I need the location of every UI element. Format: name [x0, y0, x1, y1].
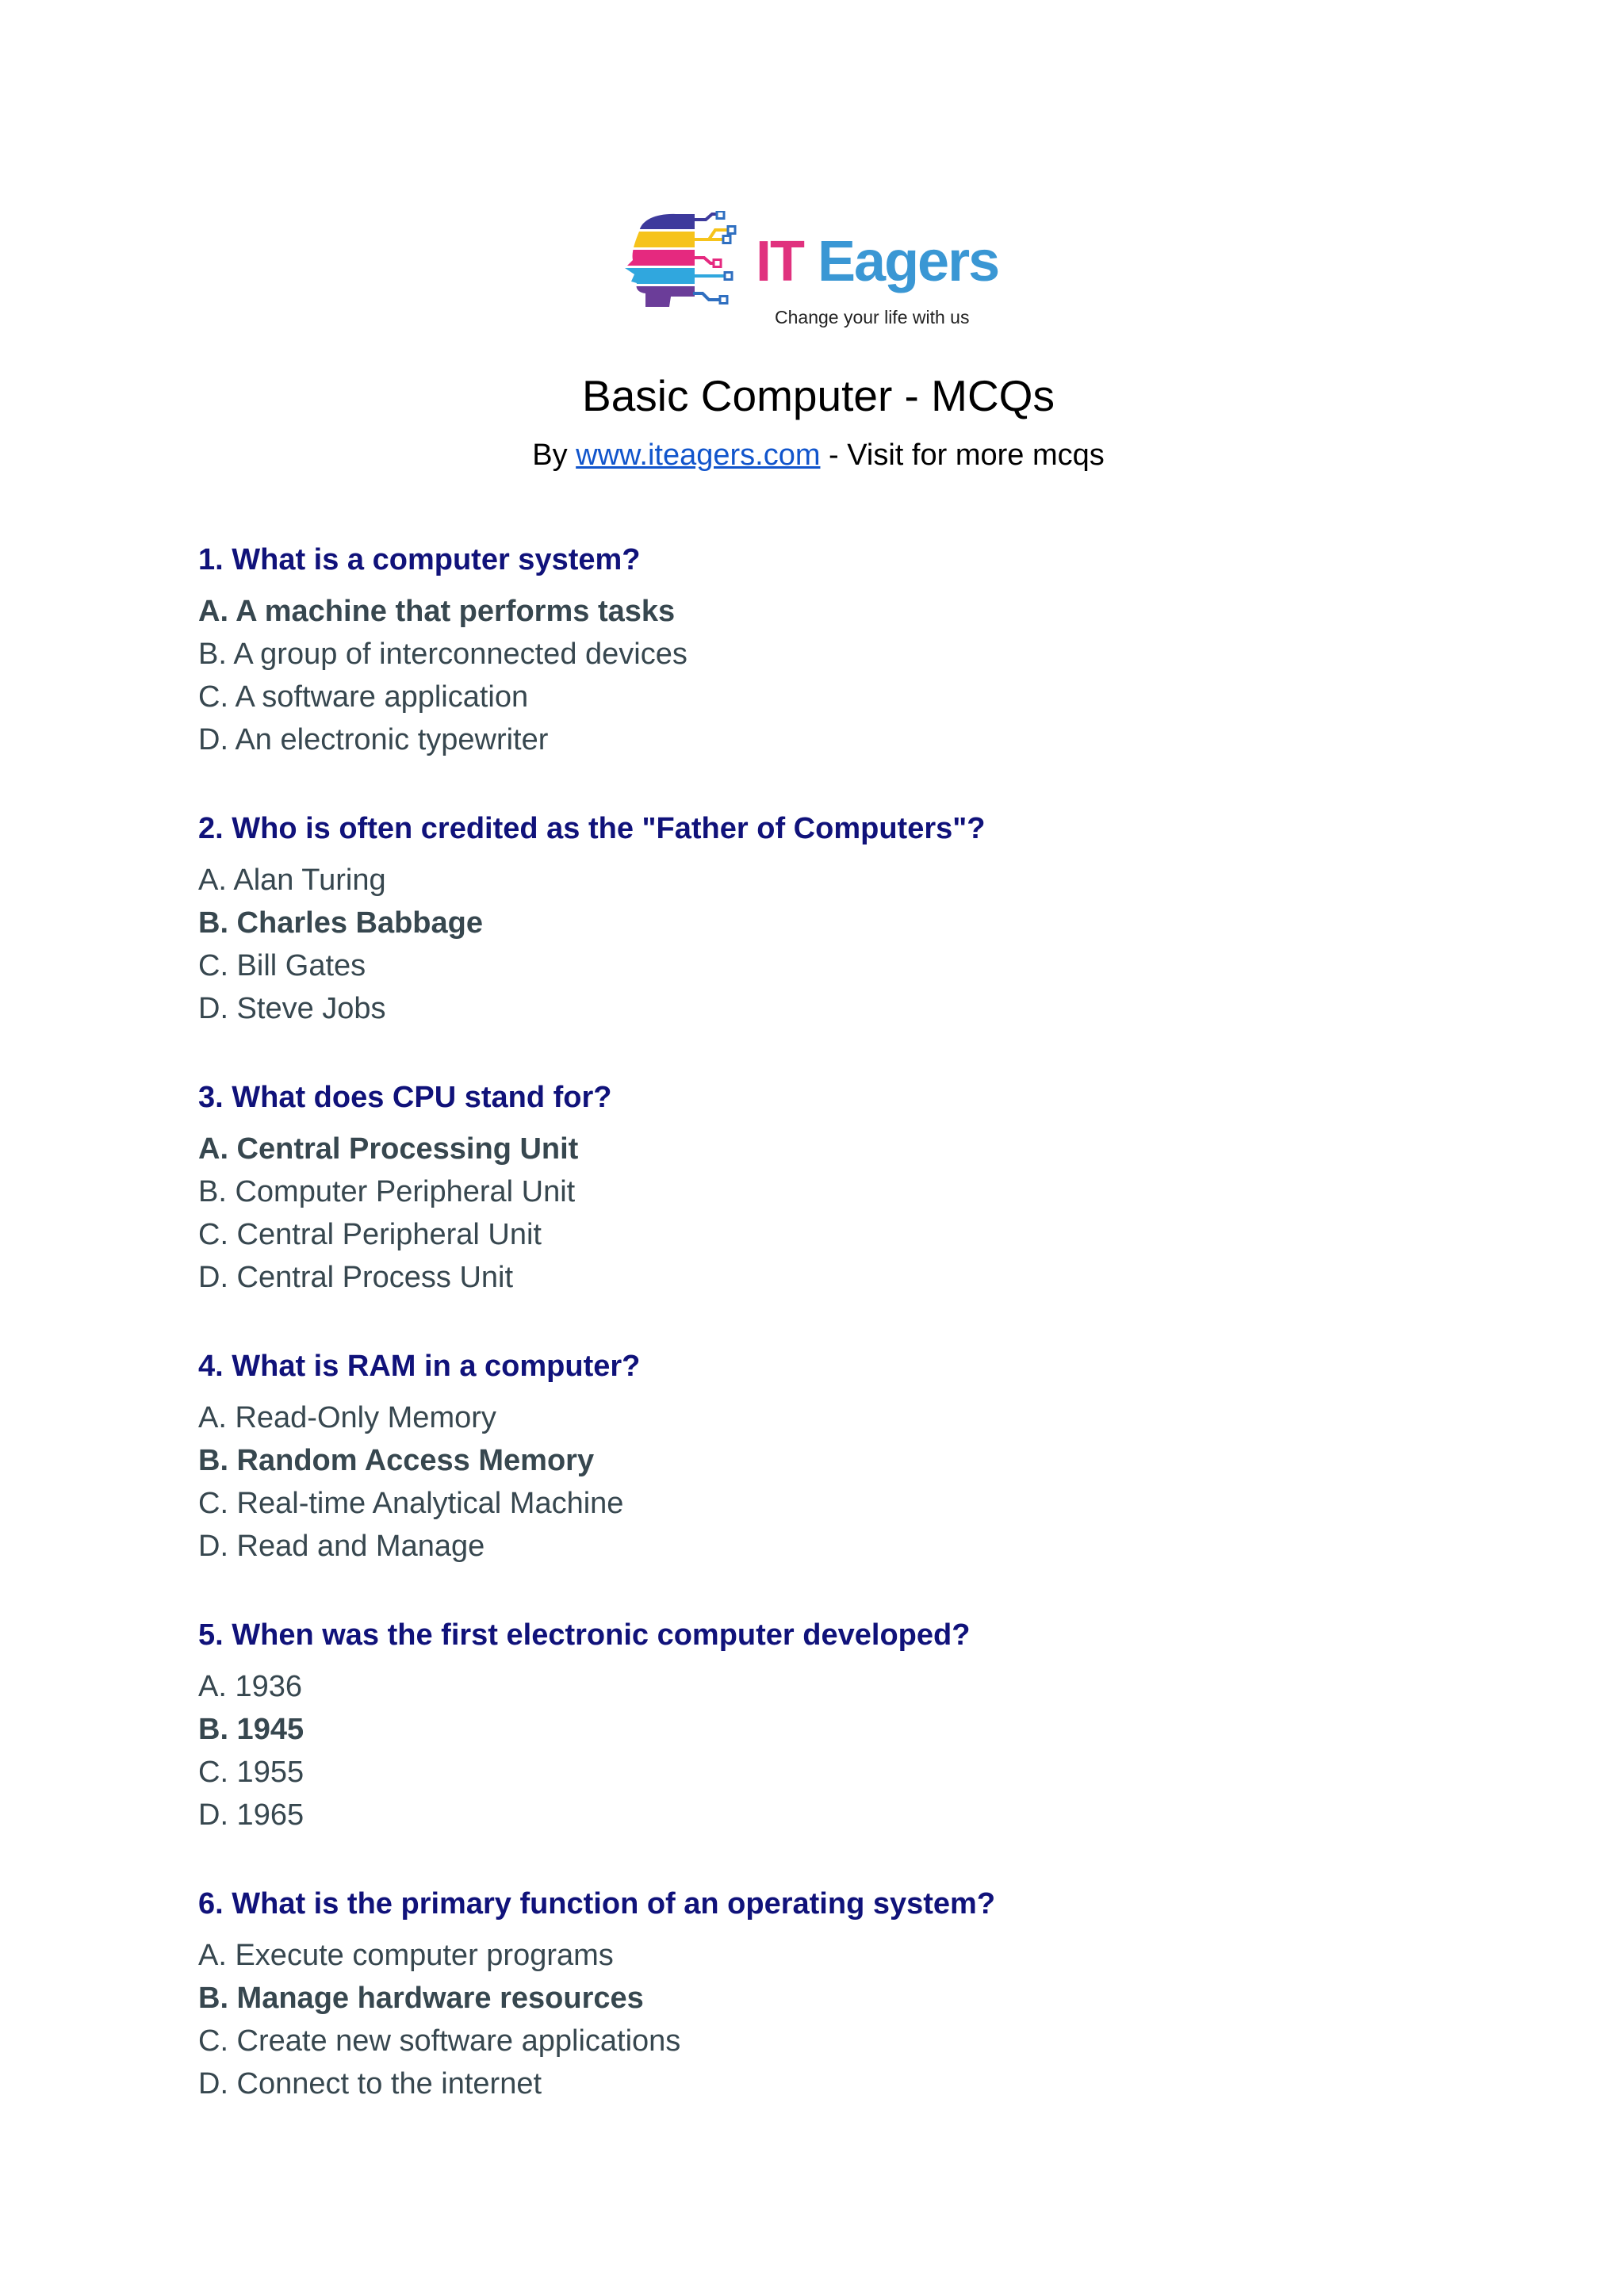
website-link[interactable]: www.iteagers.com [576, 439, 821, 472]
answer-option: B. A group of interconnected devices [198, 638, 688, 671]
head-stripe [617, 268, 696, 284]
head-stripe [617, 232, 696, 247]
question-block [198, 1345, 1562, 1568]
question-text: 1. What is a computer system? [198, 543, 641, 576]
head-stripe [617, 286, 696, 308]
head-stripe [617, 250, 696, 266]
byline-prefix: By [532, 439, 568, 472]
head-circuit-icon [617, 211, 739, 308]
question-list [198, 538, 1562, 2151]
circuit-node [728, 227, 735, 234]
circuit-trace [693, 214, 717, 220]
question-block [198, 1882, 1562, 2105]
brand-name-first: IT [756, 230, 803, 293]
circuit-node [725, 273, 732, 280]
question-text: 4. What is RAM in a computer? [198, 1350, 641, 1383]
byline-suffix: - Visit for more mcqs [829, 439, 1105, 472]
answer-option: C. Create new software applications [198, 2024, 681, 2058]
answer-options [198, 1665, 1562, 1836]
answer-option: A. A machine that performs tasks [198, 595, 676, 628]
question-text: 2. Who is often credited as the "Father of Computers"? [198, 812, 986, 845]
answer-options [198, 1128, 1562, 1299]
circuit-node [720, 297, 727, 304]
byline [13, 437, 1624, 473]
document-title: Basic Computer - MCQs [582, 371, 1055, 420]
circuit-trace [693, 293, 720, 300]
answer-option: C. Central Peripheral Unit [198, 1218, 542, 1251]
answer-option: D. Steve Jobs [198, 992, 386, 1025]
answer-options [198, 859, 1562, 1030]
circuit-node [717, 212, 724, 219]
answer-option: C. 1955 [198, 1756, 304, 1789]
answer-options [198, 590, 1562, 761]
answer-option: B. Manage hardware resources [198, 1982, 644, 2015]
circuit-node [723, 236, 730, 243]
question-block [198, 1614, 1562, 1836]
answer-option: D. Read and Manage [198, 1530, 485, 1563]
answer-option: B. Charles Babbage [198, 906, 483, 940]
brand-tagline: Change your life with us [775, 307, 970, 327]
answer-option: A. Central Processing Unit [198, 1132, 579, 1166]
answer-option: D. Connect to the internet [198, 2067, 542, 2101]
answer-option: A. Execute computer programs [198, 1939, 614, 1972]
question-text: 6. What is the primary function of an operating system? [198, 1887, 996, 1921]
answer-option: C. A software application [198, 680, 529, 714]
answer-option: D. Central Process Unit [198, 1261, 514, 1294]
brand-name-second: Eagers [818, 230, 999, 293]
answer-option: C. Real-time Analytical Machine [198, 1487, 624, 1520]
answer-option: A. Read-Only Memory [198, 1401, 496, 1434]
circuit-trace [693, 258, 714, 263]
question-block [198, 538, 1562, 761]
brand-name [756, 230, 999, 293]
head-silhouette [617, 211, 696, 308]
answer-option: B. 1945 [198, 1713, 304, 1746]
answer-option: B. Random Access Memory [198, 1444, 595, 1477]
answer-option: D. An electronic typewriter [198, 723, 549, 756]
answer-option: A. 1936 [198, 1670, 302, 1703]
answer-option: A. Alan Turing [198, 864, 386, 897]
circuit-node [714, 260, 721, 267]
question-text: 3. What does CPU stand for? [198, 1081, 612, 1114]
head-stripe [617, 211, 696, 229]
answer-option: B. Computer Peripheral Unit [198, 1175, 576, 1208]
question-text: 5. When was the first electronic computer developed? [198, 1618, 971, 1652]
answer-option: D. 1965 [198, 1798, 304, 1832]
answer-option: C. Bill Gates [198, 949, 366, 982]
question-block [198, 807, 1562, 1030]
answer-options [198, 1396, 1562, 1568]
question-block [198, 1076, 1562, 1299]
answer-options [198, 1934, 1562, 2105]
